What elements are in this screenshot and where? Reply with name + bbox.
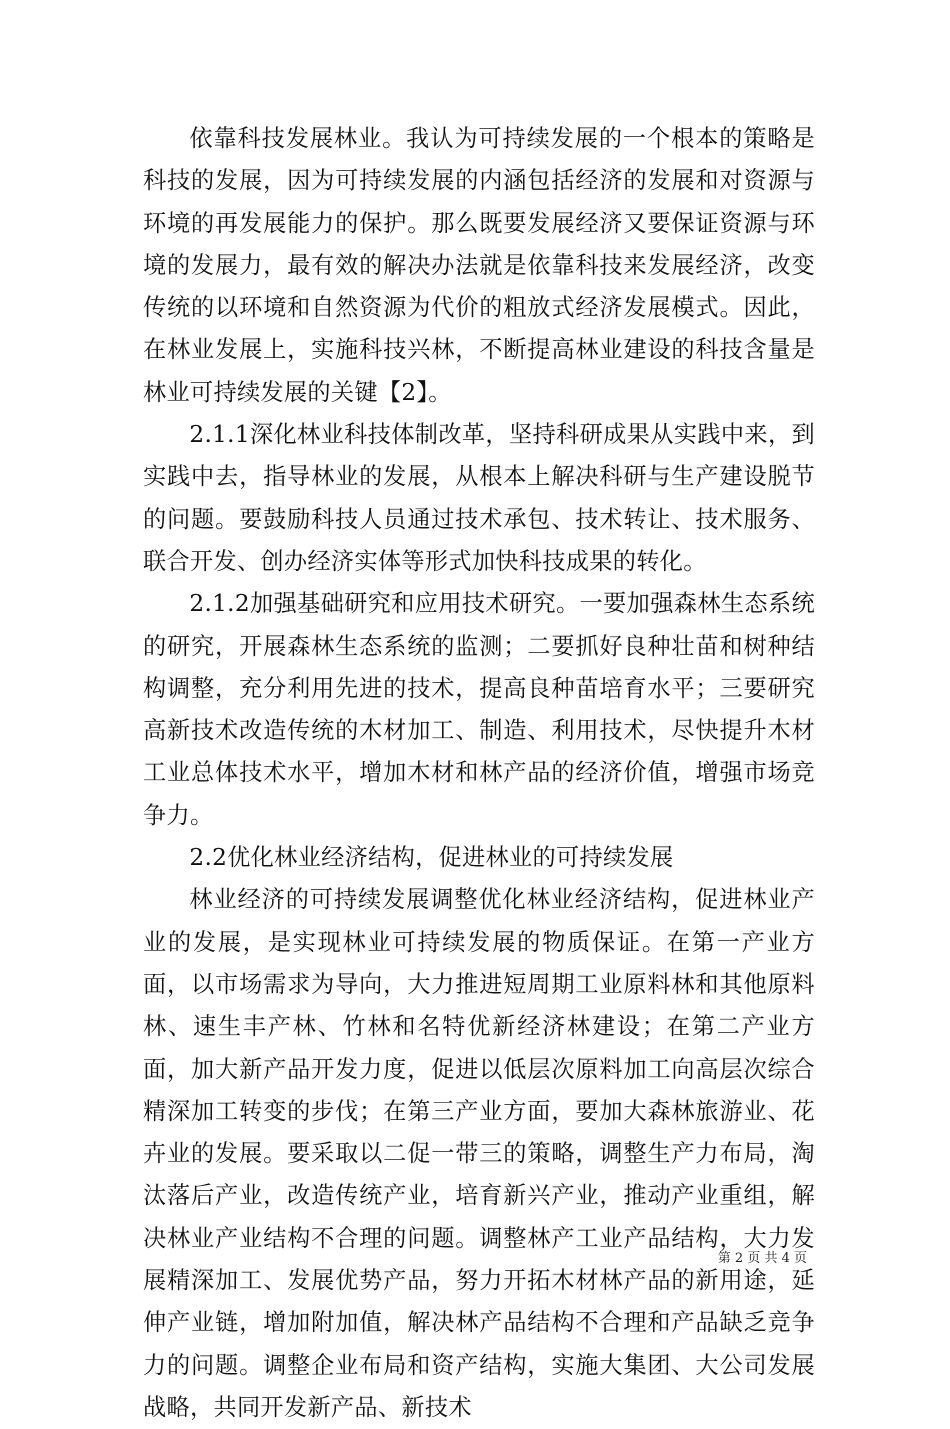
paragraph-2-1-1: 2.1.1深化林业科技体制改革，坚持科研成果从实践中来，到实践中去，指导林业的发展，从根本上解决科研与生产建设脱节的问题。要鼓励科技人员通过技术承包、技术转让、技术服务、联合开发、创办经济实体等形式加快科技成果的转化。 [143,421,815,575]
page-footer [718,1247,807,1266]
paragraph-2-1-2: 2.1.2加强基础研究和应用技术研究。一要加强森林生态系统的研究，开展森林生态系统的监测；二要抓好良种壮苗和树种结构调整，充分利用先进的技术，提高良种苗培育水平；三要研究高新技术改造传统的木材加工、制造、利用技术，尽快提升木材工业总体技术水平，增加木材和林产品的经济价值，增强市场竞争力。 [143,590,815,829]
page-number-label: 第 2 页 共 4 页 [717,1251,807,1266]
paragraph-economic-structure: 林业经济的可持续发展调整优化林业经济结构，促进林业产业的发展，是实现林业可持续发展的物质保证。在第一产业方面，以市场需求为导向，大力推进短周期工业原料林和其他原料林、速生丰产林、竹林和名特优新经济林建设；在第二产业方面，加大新产品开发力度，促进以低层次原料加工向高层次综合精深加工转变的步伐；在第三产业方面，要加大森林旅游业、花卉业的发展。要采取以二促一带三的策略，调整生产力布局，淘汰落后产业，改造传统产业，培育新兴产业，推动产业重组，解决林业产业结构不合理的问题。调整林产工业产品结构，大力发展精深加工、发展优势产品，努力开拓木材林产品的新用途，延伸产业链，增加附加值，解决林产品结构不合理和产品缺乏竞争力的问题。调整企业布局和资产结构，实施大集团、大公司发展战略，共同开发新产品、新技术 [143,886,815,1421]
body-text [143,118,815,1429]
section-heading-2-2: 2.2优化林业经济结构，促进林业的可持续发展 [189,844,674,872]
paragraph-tech-forestry: 依靠科技发展林业。我认为可持续发展的一个根本的策略是科技的发展，因为可持续发展的内涵包括经济的发展和对资源与环境的再发展能力的保护。那么既要发展经济又要保证资源与环境的发展力，最有效的解决办法就是依靠科技来发展经济，改变传统的以环境和自然资源为代价的粗放式经济发展模式。因此，在林业发展上，实施科技兴林，不断提高林业建设的科技含量是林业可持续发展的关键【2】。 [143,125,815,406]
